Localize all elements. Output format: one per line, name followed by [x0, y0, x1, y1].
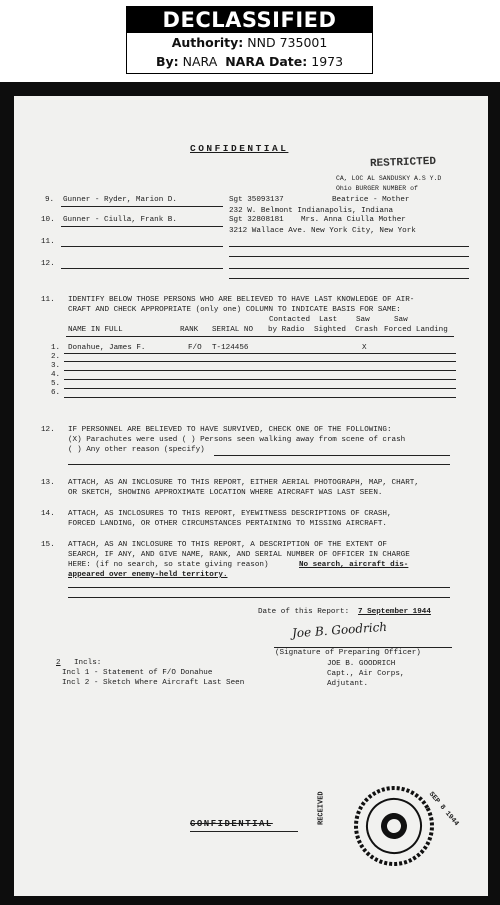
officer-rank: Capt., Air Corps, [327, 670, 405, 678]
person-9-kin-1: Beatrice - Mother [332, 196, 410, 204]
stamp-title: DECLASSIFIED [127, 7, 372, 33]
item-15-answer-2: appeared over enemy-held territory. [68, 571, 228, 579]
corner-line-2: Ohio BURGER NUMBER of [336, 185, 418, 192]
col-crash: Crash [355, 326, 378, 334]
incls-label: Incls: [74, 659, 102, 667]
item-11-line-1: IDENTIFY BELOW THOSE PERSONS WHO ARE BELIEVED TO HAVE LAST KNOWLEDGE OF AIR- [68, 296, 415, 304]
rule [274, 647, 452, 648]
witness-3-num: 3. [51, 362, 61, 370]
col-saw-1: Saw [356, 316, 370, 324]
item-11-line-2: CRAFT AND CHECK APPROPRIATE (only one) COLUMN TO INDICATE BASIS FOR SAME: [68, 306, 401, 314]
col-rank: RANK [180, 326, 199, 334]
item-12-line-3: ( ) Any other reason (specify) [68, 446, 205, 454]
received-label: RECEIVED [317, 791, 326, 826]
rule [64, 379, 456, 380]
col-contacted: Contacted [269, 316, 311, 324]
received-date: SEP 8 1944 [426, 790, 460, 828]
declassified-stamp [126, 6, 373, 74]
item-13-num: 13. [41, 479, 55, 487]
rule [64, 361, 456, 362]
handwritten-signature: Joe B. Goodrich [291, 619, 388, 641]
person-10-kin-2: 3212 Wallace Ave. New York City, New York [229, 227, 416, 235]
witness-1-mark: X [362, 344, 367, 352]
rule [229, 256, 469, 257]
item-15-num: 15. [41, 541, 55, 549]
rule [229, 246, 469, 247]
rule [64, 353, 456, 354]
officer-name: JOE B. GOODRICH [327, 660, 396, 668]
item-15-line-1: ATTACH, AS AN INCLOSURE TO THIS REPORT, A DESCRIPTION OF THE EXTENT OF [68, 541, 387, 549]
item-14-line-2: FORCED LANDING, OR OTHER CIRCUMSTANCES PERTAINING TO MISSING AIRCRAFT. [68, 520, 387, 528]
rule [68, 597, 450, 598]
item-11-num: 11. [41, 296, 55, 304]
col-forced: Forced Landing [384, 326, 448, 334]
item-13-line-1: ATTACH, AS AN INCLOSURE TO THIS REPORT, EITHER AERIAL PHOTOGRAPH, MAP, CHART, [68, 479, 419, 487]
col-radio: by Radio [268, 326, 305, 334]
item-13-line-2: OR SKETCH, SHOWING APPROXIMATE LOCATION WHERE AIRCRAFT WAS LAST SEEN. [68, 489, 383, 497]
col-saw-2: Saw [394, 316, 408, 324]
rule [64, 370, 456, 371]
col-sighted: Sighted [314, 326, 346, 334]
stamp-authority: Authority: NND 735001 [171, 35, 328, 50]
witness-1-num: 1. [51, 344, 61, 352]
item-15-answer-1: No search, aircraft dis- [299, 561, 409, 569]
rule [64, 388, 456, 389]
item-15-line-2: SEARCH, IF ANY, AND GIVE NAME, RANK, AND SERIAL NUMBER OF OFFICER IN CHARGE [68, 551, 410, 559]
stamp-by-date: By: NARA NARA Date: 1973 [155, 54, 344, 69]
person-10-name: Gunner - Ciulla, Frank B. [63, 216, 177, 224]
person-9-num: 9. [45, 196, 55, 204]
person-11-num: 11. [41, 238, 55, 246]
rule [61, 226, 223, 227]
rule [229, 268, 469, 269]
witness-6-num: 6. [51, 389, 61, 397]
report-date-label: Date of this Report: [258, 608, 350, 616]
report-date-value: 7 September 1944 [358, 608, 431, 616]
witness-2-num: 2. [51, 353, 61, 361]
rule [61, 206, 223, 207]
person-12-num: 12. [41, 260, 55, 268]
incls-count: 2 [56, 659, 61, 667]
item-14-num: 14. [41, 510, 55, 518]
rule [61, 246, 223, 247]
item-15-line-3-prefix: HERE: (if no search, so state giving reason) [68, 561, 269, 569]
item-12-line-1: IF PERSONNEL ARE BELIEVED TO HAVE SURVIVED, CHECK ONE OF THE FOLLOWING: [68, 426, 392, 434]
rule [66, 336, 454, 337]
rule [68, 587, 450, 588]
signature-caption: (Signature of Preparing Officer) [275, 649, 421, 657]
corner-line-1: CA, LOC AL SANDUSKY A.S Y.D [336, 175, 442, 182]
person-9-rank-serial: Sgt 35093137 [229, 196, 284, 204]
witness-1-name: Donahue, James F. [68, 344, 146, 352]
rule [214, 455, 450, 456]
person-10-num: 10. [41, 216, 55, 224]
rule [68, 464, 450, 465]
restricted-stamp: RESTRICTED [369, 155, 437, 171]
classification-header: CONFIDENTIAL [190, 143, 289, 154]
witness-1-rank: F/O [188, 344, 202, 352]
witness-5-num: 5. [51, 380, 61, 388]
bottom-classification: CONFIDENTIAL [190, 819, 273, 829]
inclosure-1: Incl 1 - Statement of F/O Donahue [62, 669, 213, 677]
received-stamp [317, 761, 460, 891]
officer-title: Adjutant. [327, 680, 369, 688]
witness-4-num: 4. [51, 371, 61, 379]
witness-1-serial: T-124456 [212, 344, 249, 352]
rule [229, 278, 469, 279]
person-10-kin-1: Mrs. Anna Ciulla Mother [301, 216, 406, 224]
item-12-num: 12. [41, 426, 55, 434]
received-seal-icon [329, 761, 459, 891]
col-serial: SERIAL NO [212, 326, 254, 334]
col-last: Last [319, 316, 338, 324]
item-12-line-2: (X) Parachutes were used ( ) Persons seen walking away from scene of crash [68, 436, 406, 444]
item-14-line-1: ATTACH, AS INCLOSURES TO THIS REPORT, EYEWITNESS DESCRIPTIONS OF CRASH, [68, 510, 392, 518]
col-name: NAME IN FULL [68, 326, 123, 334]
person-10-rank-serial: Sgt 32808181 [229, 216, 284, 224]
scanned-document [0, 82, 500, 905]
person-9-kin-2: 232 W. Belmont Indianapolis, Indiana [229, 207, 394, 215]
rule [61, 268, 223, 269]
person-9-name: Gunner - Ryder, Marion D. [63, 196, 177, 204]
rule [64, 397, 456, 398]
document-paper [14, 96, 488, 896]
inclosure-2: Incl 2 - Sketch Where Aircraft Last Seen [62, 679, 245, 687]
rule [190, 831, 298, 832]
